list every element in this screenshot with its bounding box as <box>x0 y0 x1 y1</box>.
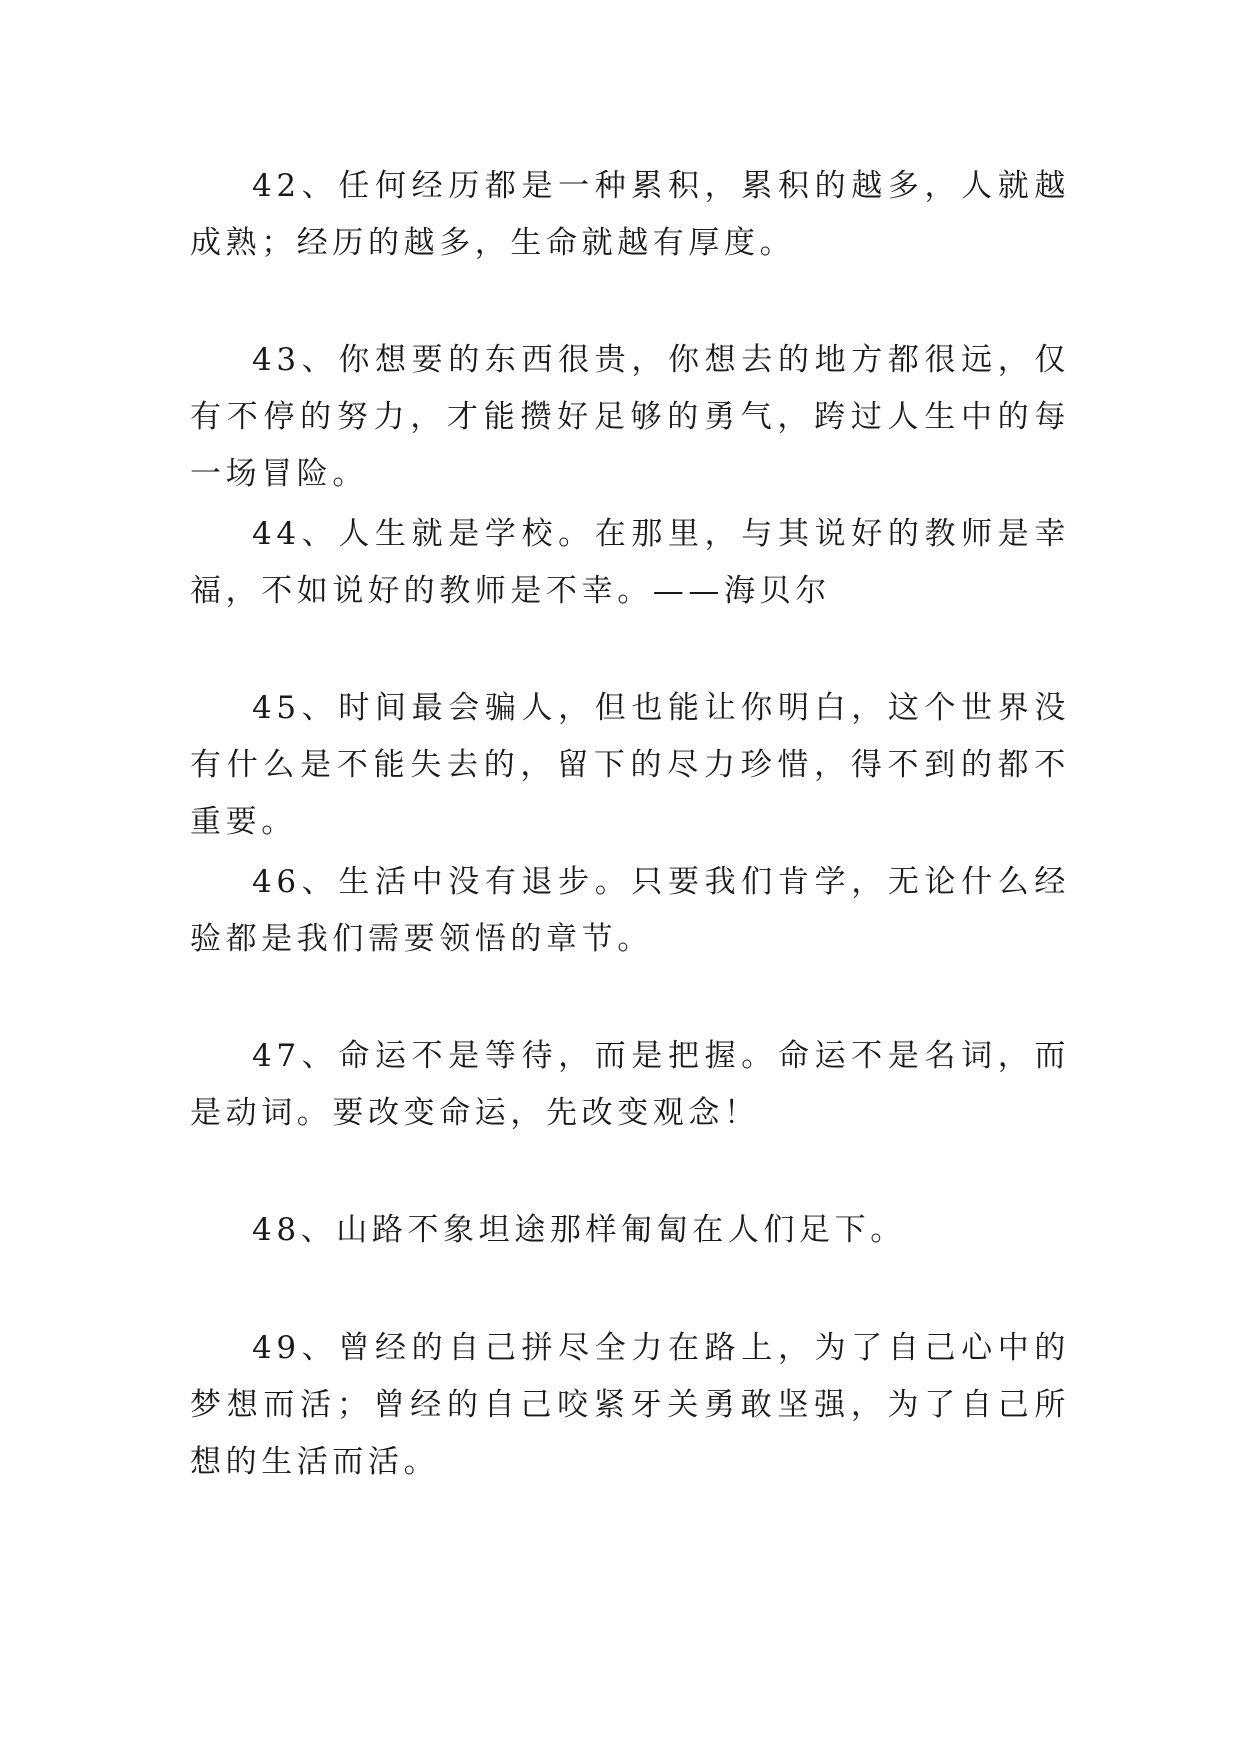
quote-paragraph-42: 42、任何经历都是一种累积，累积的越多，人就越成熟；经历的越多，生命就越有厚度。 <box>190 168 1070 261</box>
quote-paragraph-43: 43、你想要的东西很贵，你想去的地方都很远，仅有不停的努力，才能攒好足够的勇气，跨过人生中的每一场冒险。 <box>190 342 1070 492</box>
quote-paragraph-45: 45、时间最会骗人，但也能让你明白，这个世界没有什么是不能失去的，留下的尽力珍惜，得不到的都不重要。 <box>190 690 1070 840</box>
quote-paragraph-46: 46、生活中没有退步。只要我们肯学，无论什么经验都是我们需要领悟的章节。 <box>190 864 1070 957</box>
quote-paragraph-47: 47、命运不是等待，而是把握。命运不是名词，而是动词。要改变命运，先改变观念！ <box>190 1038 1070 1131</box>
quote-paragraph-48: 48、山路不象坦途那样匍匐在人们足下。 <box>252 1212 906 1248</box>
quote-paragraph-49: 49、曾经的自己拼尽全力在路上，为了自己心中的梦想而活；曾经的自己咬紧牙关勇敢坚强，为了自己所想的生活而活。 <box>190 1330 1070 1480</box>
quote-paragraph-44: 44、人生就是学校。在那里，与其说好的教师是幸福，不如说好的教师是不幸。——海贝尔 <box>190 516 1070 609</box>
